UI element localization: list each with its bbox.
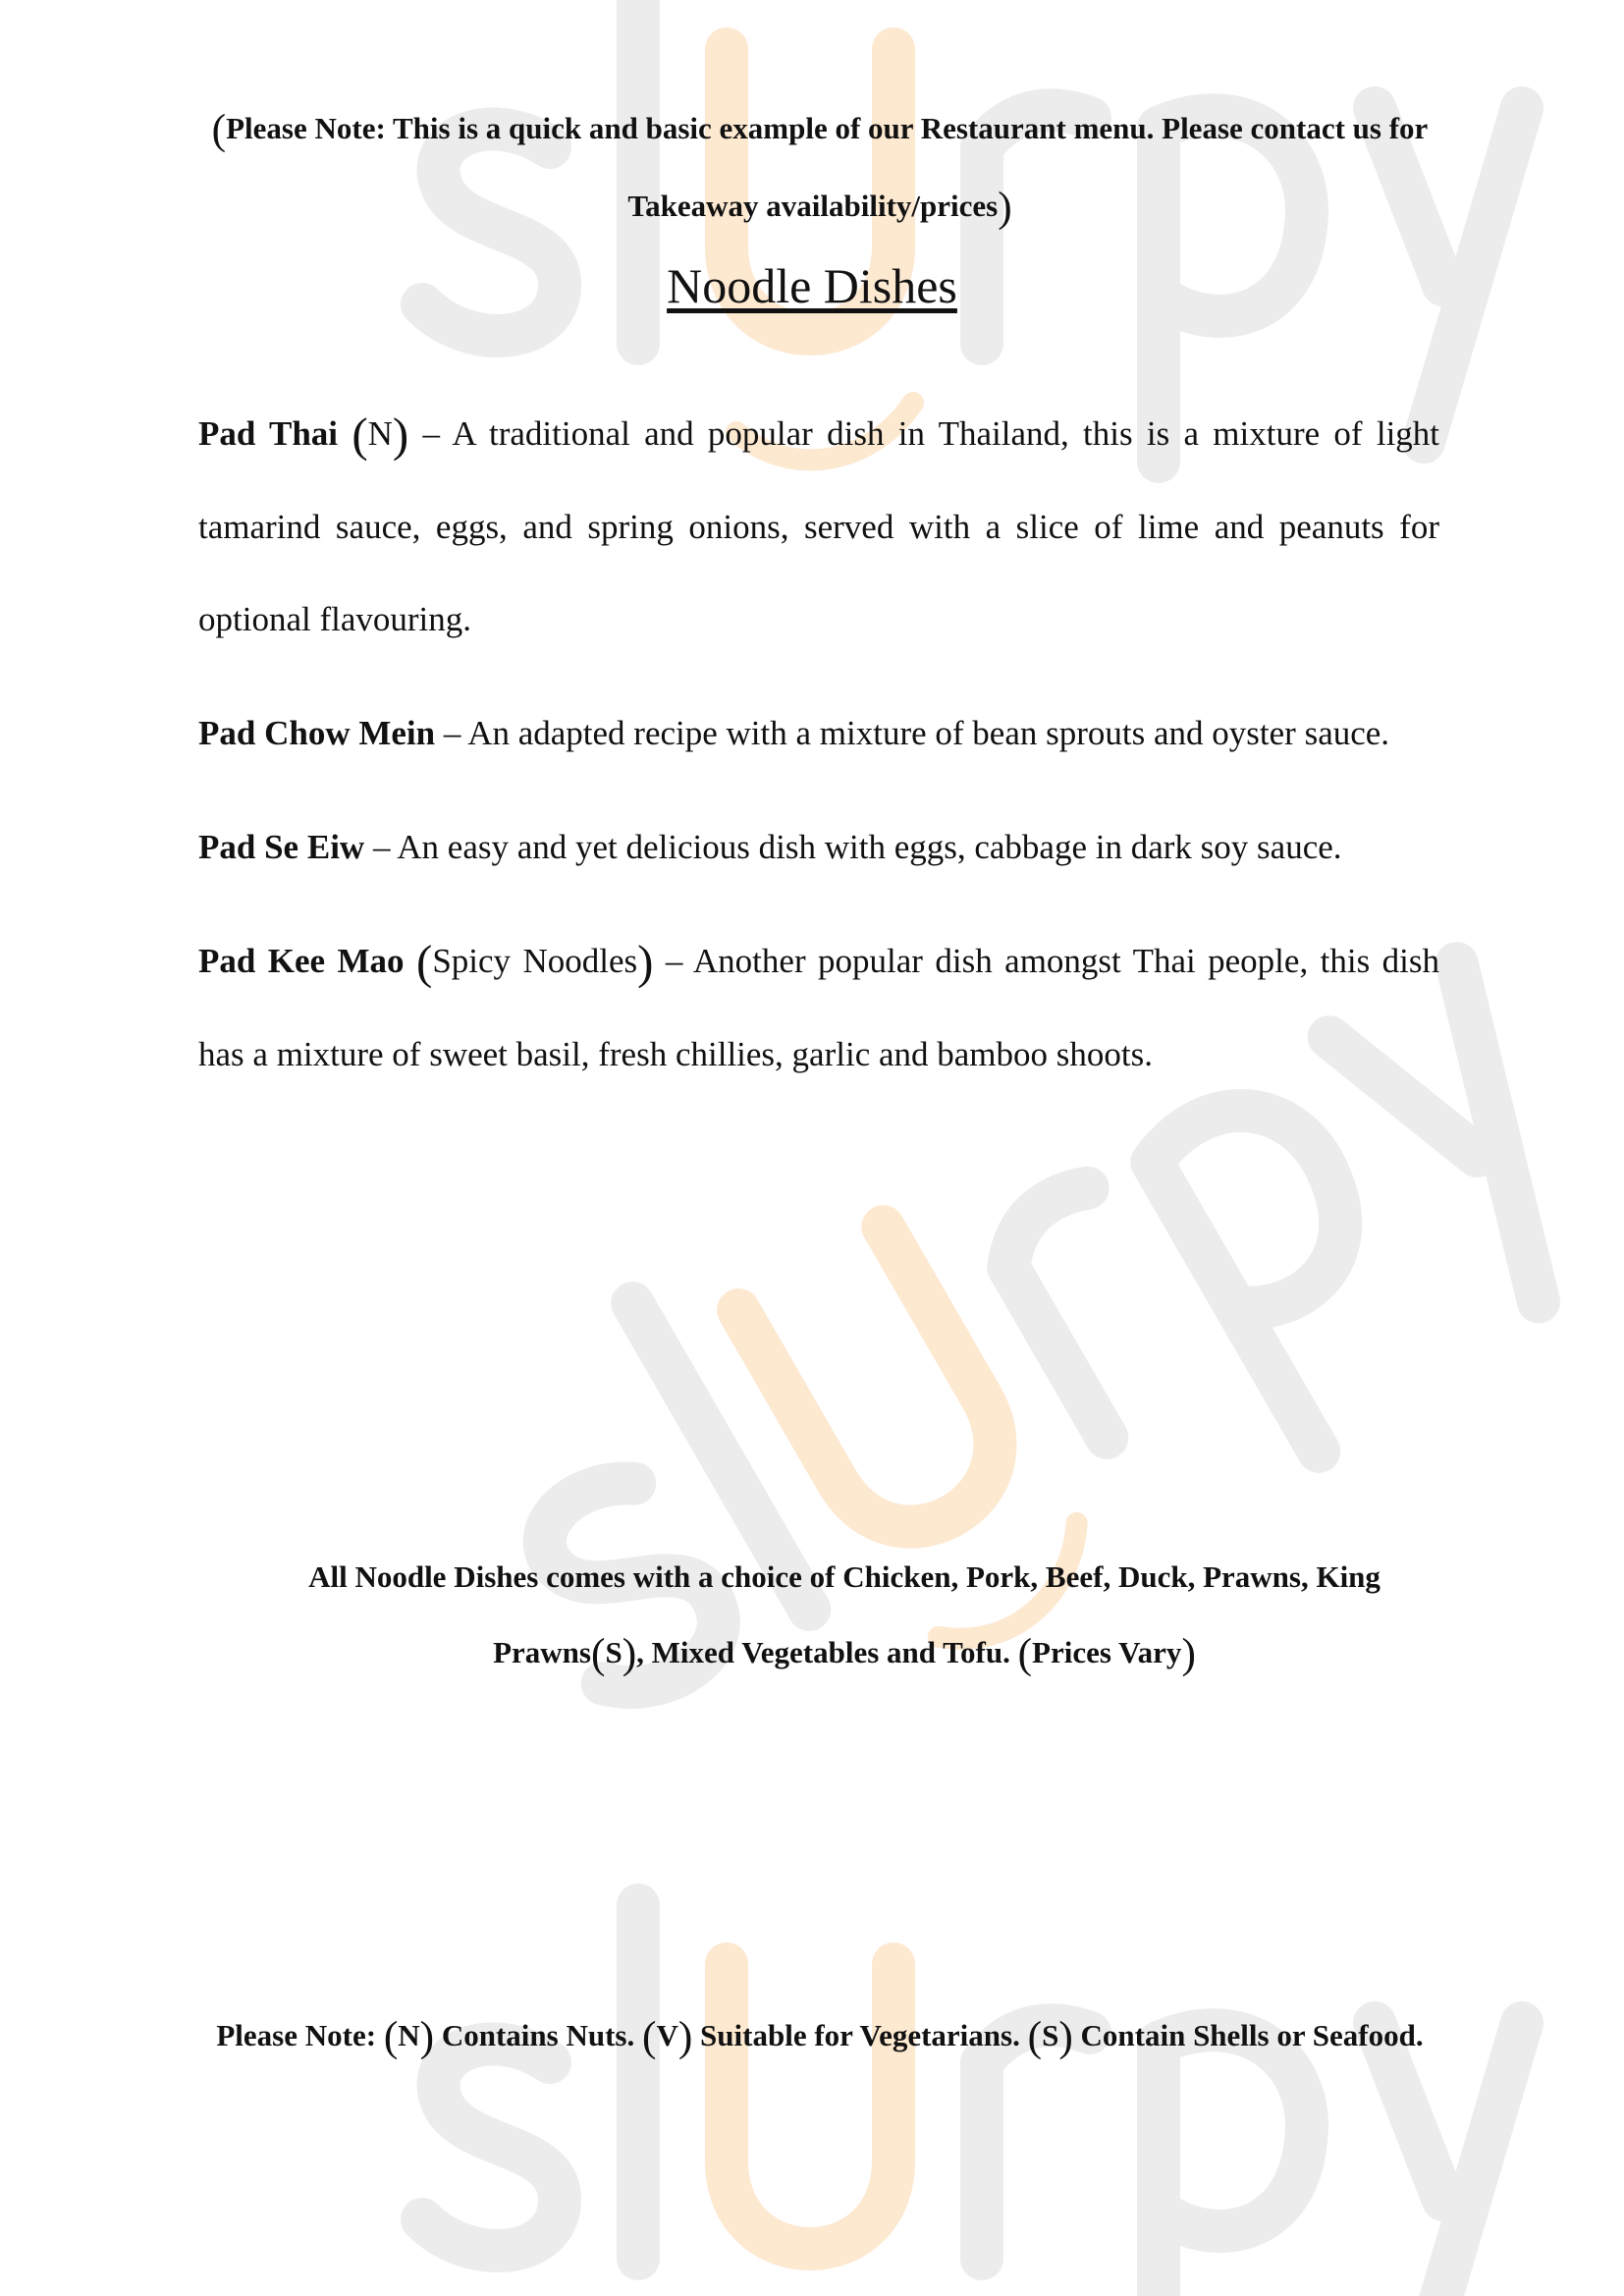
protein-choice-note: All Noodle Dishes comes with a choice of Chicken, Pork, Beef, Duck, Prawns, King Prawns(S), Mixed Vegetables and Tofu. (Prices Vary) [308,1559,1380,1678]
dish-name: Pad Se Eiw [198,827,365,866]
dish-item [198,388,1439,666]
dish-list [198,388,1439,1122]
dish-item [198,915,1439,1101]
allergen-legend: Please Note: (N) Contains Nuts. (V) Suitable for Vegetarians. (S) Contain Shells or Seafood. [216,2013,1424,2061]
dish-item [198,687,1439,780]
dish-tag: (N) [352,407,409,462]
dish-name: Pad Kee Mao [198,941,405,980]
dish-tag: (Spicy Noodles) [415,934,654,989]
dish-name: Pad Chow Mein [198,713,436,752]
dish-description: – Another popular dish amongst Thai people, this dish has a mixture of sweet basil, fresh chillies, garlic and bamboo shoots. [198,941,1439,1073]
dish-name: Pad Thai [198,414,339,453]
dish-description: – An easy and yet delicious dish with eggs, cabbage in dark soy sauce. [372,827,1342,866]
section-title: Noodle Dishes [667,258,957,313]
dish-item [198,801,1439,894]
dish-description: – An adapted recipe with a mixture of bean sprouts and oyster sauce. [443,713,1390,752]
dish-description: – A traditional and popular dish in Thailand, this is a mixture of light tamarind sauce, eggs, and spring onions, served with a slice of lime and peanuts for optional flavouring. [198,414,1440,638]
availability-note: (Please Note: This is a quick and basic example of our Restaurant menu. Please contact us for Takeaway availability/prices) [211,106,1429,232]
